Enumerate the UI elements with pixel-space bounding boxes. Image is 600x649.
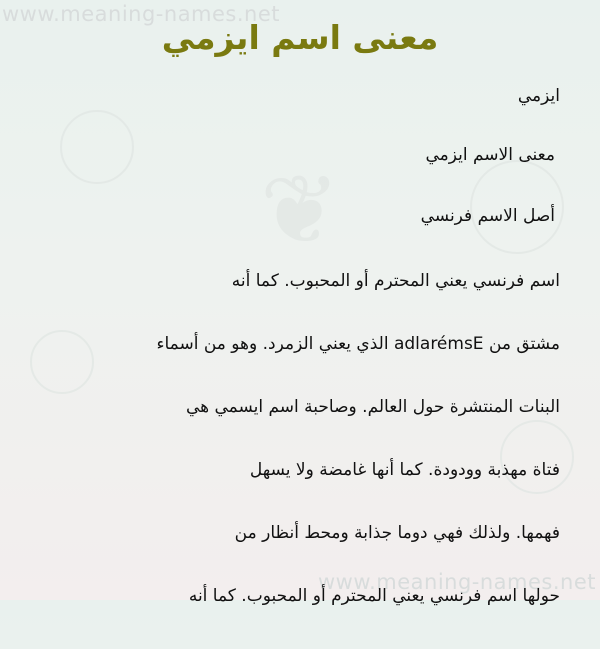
description-paragraph xyxy=(40,271,560,609)
watermark-bottom: www.meaning-names.net xyxy=(317,570,596,594)
meaning-line: معنى الاسم ايزمي xyxy=(425,145,555,165)
page-title: معنى اسم ايزمي xyxy=(161,18,439,57)
description-line: مشتق من adlarémsE الذي يعني الزمرد. وهو من أسماء xyxy=(156,334,560,354)
origin-line: أصل الاسم فرنسي xyxy=(420,206,555,226)
name-line: ايزمي xyxy=(517,86,560,106)
description-line: البنات المنتشرة حول العالم. وصاحبة اسم ايسمي هي xyxy=(185,397,560,417)
watermark-top: www.meaning-names.net xyxy=(2,2,281,26)
description-line: فتاة مهذبة وودودة. كما أنها غامضة ولا يسهل xyxy=(249,460,560,480)
background-calligraphy: ❦ xyxy=(259,154,341,266)
article-body xyxy=(40,84,560,649)
description-line: حولها اسم فرنسي يعني المحترم أو المحبوب. كما أنه xyxy=(188,586,560,606)
description-line: فهمها. ولذلك فهي دوما جذابة ومحط أنظار من xyxy=(234,523,560,543)
description-line: اسم فرنسي يعني المحترم أو المحبوب. كما أنه xyxy=(231,271,560,291)
